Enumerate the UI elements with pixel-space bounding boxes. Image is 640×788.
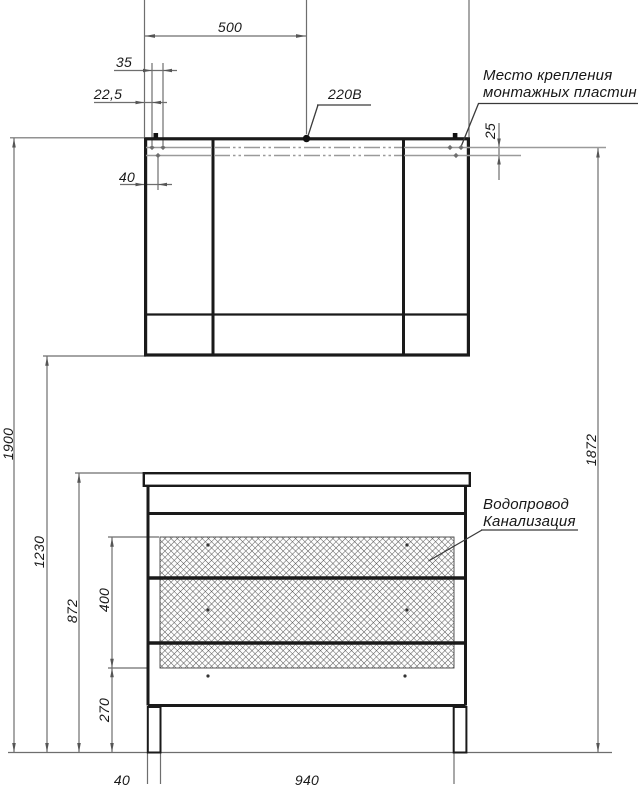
dim-total-height: 1900 (0, 427, 16, 461)
plumbing-note-line1: Водопровод (483, 496, 570, 513)
dim-hole-lower: 40 (118, 168, 136, 185)
mounting-plate-centerlines (146, 148, 606, 156)
label-outlet: 220В (328, 86, 362, 102)
mounting-plates-note-line2: монтажных пластин (483, 83, 637, 101)
dim-outlet-offset: 500 (217, 19, 243, 35)
plumbing-note-line2: Канализация (483, 512, 576, 530)
vanity-cabinet-drawing (144, 473, 470, 752)
plate-tab-left (154, 133, 159, 138)
pipe-zone-hatch (160, 537, 454, 668)
dim-leg-span: 940 (294, 772, 320, 788)
mounting-plates-note-line1: Место крепления (483, 67, 613, 84)
dim-hole-spacing: 35 (115, 54, 133, 70)
dim-hole-edge: 22,5 (93, 86, 123, 102)
mounting-plates-note (483, 68, 637, 101)
dim-leg-offset: 40 (113, 772, 131, 788)
power-point-220v (303, 135, 310, 142)
plate-tab-right (453, 133, 458, 138)
mirror-cabinet-drawing (146, 133, 606, 355)
dim-plate-offset: 25 (482, 122, 498, 140)
dim-pipe-zone: 400 (96, 587, 112, 613)
dim-mirror-bottom: 1230 (31, 535, 47, 569)
leg-left (148, 707, 161, 753)
leader-lines (308, 104, 638, 562)
dim-plate-height: 1872 (583, 433, 599, 467)
dim-pipe-bottom: 270 (96, 697, 112, 723)
dim-vanity-height: 872 (64, 598, 80, 624)
leg-right (454, 707, 467, 753)
countertop (144, 473, 470, 486)
plumbing-note (483, 497, 576, 530)
